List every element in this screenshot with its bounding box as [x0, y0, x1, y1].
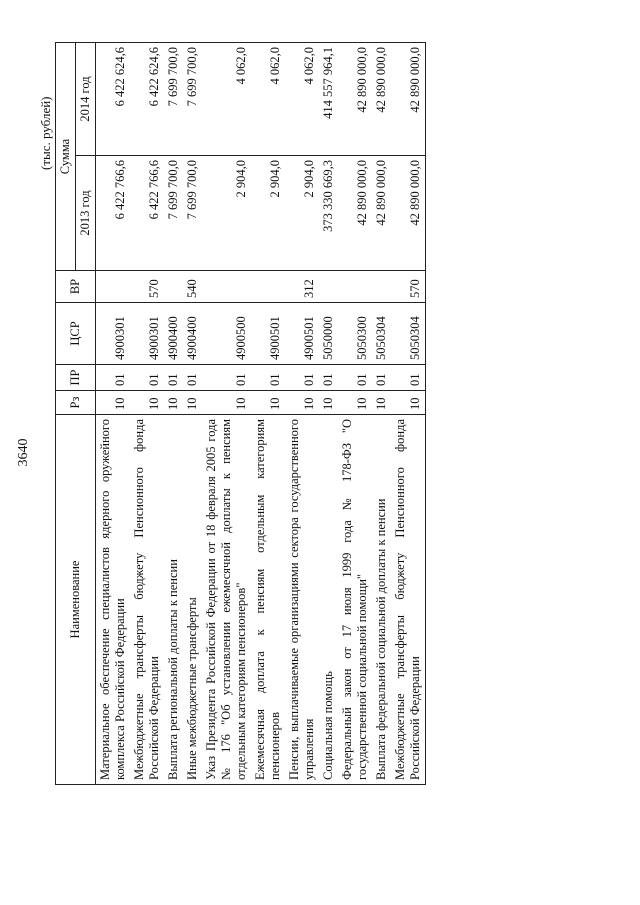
cell-vr [164, 271, 183, 303]
cell-2013: 7 699 700,0 [183, 156, 202, 271]
cell-rz: 10 [130, 391, 164, 415]
col-header-vr: ВР [56, 271, 96, 303]
cell-pr: 01 [338, 365, 372, 391]
col-header-2014: 2014 год [76, 43, 96, 156]
cell-2014: 4 062,0 [202, 43, 251, 156]
cell-name: Материальное обеспечение специалистов ядерного оружейного комплекса Российской Федерации [96, 415, 131, 785]
cell-rz: 10 [202, 391, 251, 415]
page-number: 3640 [16, 438, 31, 467]
cell-2013: 42 890 000,0 [338, 156, 372, 271]
cell-name: Межбюджетные трансферты бюджету Пенсионного фонда Российской Федерации [391, 415, 426, 785]
cell-2013: 7 699 700,0 [164, 156, 183, 271]
cell-rz: 10 [96, 391, 131, 415]
header-row [56, 43, 76, 785]
cell-2013: 42 890 000,0 [391, 156, 426, 271]
table-row [338, 43, 372, 785]
col-header-pr: ПР [56, 365, 96, 391]
cell-pr: 01 [202, 365, 251, 391]
cell-2014: 7 699 700,0 [183, 43, 202, 156]
table-row [251, 43, 285, 785]
table-row [202, 43, 251, 785]
table-row [285, 43, 319, 785]
cell-2014: 4 062,0 [251, 43, 285, 156]
cell-pr: 01 [285, 365, 319, 391]
col-header-csr: ЦСР [56, 303, 96, 365]
cell-csr: 5050304 [372, 303, 391, 365]
cell-pr: 01 [372, 365, 391, 391]
cell-vr: 570 [391, 271, 426, 303]
cell-name: Межбюджетные трансферты бюджету Пенсионного фонда Российской Федерации [130, 415, 164, 785]
cell-csr: 4900400 [183, 303, 202, 365]
table-row [391, 43, 426, 785]
cell-pr: 01 [319, 365, 338, 391]
cell-rz: 10 [319, 391, 338, 415]
cell-rz: 10 [285, 391, 319, 415]
cell-2014: 4 062,0 [285, 43, 319, 156]
cell-vr: 540 [183, 271, 202, 303]
cell-pr: 01 [251, 365, 285, 391]
cell-rz: 10 [164, 391, 183, 415]
cell-vr [251, 271, 285, 303]
cell-pr: 01 [183, 365, 202, 391]
cell-rz: 10 [251, 391, 285, 415]
units-label: (тыс. рублей) [38, 96, 53, 170]
cell-name: Выплата региональной доплаты к пенсии [164, 415, 183, 785]
cell-2013: 2 904,0 [285, 156, 319, 271]
cell-name: Указ Президента Российской Федерации от 18 февраля 2005 года № 176 "Об установлении ежемесячной доплаты к пенсиям отдельным категориям пенсионеров" [202, 415, 251, 785]
cell-rz: 10 [338, 391, 372, 415]
cell-2014: 42 890 000,0 [372, 43, 391, 156]
cell-pr: 01 [164, 365, 183, 391]
cell-2013: 2 904,0 [202, 156, 251, 271]
cell-csr: 4900301 [96, 303, 131, 365]
cell-pr: 01 [96, 365, 131, 391]
cell-2013: 2 904,0 [251, 156, 285, 271]
cell-vr: 312 [285, 271, 319, 303]
cell-vr [338, 271, 372, 303]
cell-2013: 6 422 766,6 [96, 156, 131, 271]
cell-name: Выплата федеральной социальной доплаты к пенсии [372, 415, 391, 785]
cell-csr: 4900501 [251, 303, 285, 365]
cell-2013: 6 422 766,6 [130, 156, 164, 271]
table-row [164, 43, 183, 785]
cell-2013: 42 890 000,0 [372, 156, 391, 271]
budget-table [55, 42, 426, 785]
cell-pr: 01 [130, 365, 164, 391]
cell-rz: 10 [372, 391, 391, 415]
cell-rz: 10 [183, 391, 202, 415]
cell-2014: 414 557 964,1 [319, 43, 338, 156]
table-row [96, 43, 131, 785]
cell-2014: 7 699 700,0 [164, 43, 183, 156]
cell-2014: 6 422 624,6 [96, 43, 131, 156]
cell-name: Ежемесячная доплата к пенсиям отдельным категориям пенсионеров [251, 415, 285, 785]
table-row [183, 43, 202, 785]
col-header-sum: Сумма [56, 43, 76, 271]
cell-2014: 42 890 000,0 [338, 43, 372, 156]
cell-2014: 42 890 000,0 [391, 43, 426, 156]
cell-name: Федеральный закон от 17 июля 1999 года № 178-ФЗ "О государственной социальной помощи" [338, 415, 372, 785]
cell-vr [202, 271, 251, 303]
cell-2014: 6 422 624,6 [130, 43, 164, 156]
cell-2013: 373 330 669,3 [319, 156, 338, 271]
cell-name: Пенсии, выплачиваемые организациями сектора государственного управления [285, 415, 319, 785]
cell-vr [372, 271, 391, 303]
col-header-name: Наименование [56, 415, 96, 785]
table-row [319, 43, 338, 785]
cell-rz: 10 [391, 391, 426, 415]
cell-csr: 4900400 [164, 303, 183, 365]
cell-csr: 5050000 [319, 303, 338, 365]
cell-vr [319, 271, 338, 303]
cell-vr [96, 271, 131, 303]
cell-name: Социальная помощь [319, 415, 338, 785]
table-row [130, 43, 164, 785]
cell-csr: 4900500 [202, 303, 251, 365]
cell-pr: 01 [391, 365, 426, 391]
col-header-rz: Рз [56, 391, 96, 415]
cell-vr: 570 [130, 271, 164, 303]
table-body [96, 43, 426, 785]
col-header-2013: 2013 год [76, 156, 96, 271]
cell-csr: 4900501 [285, 303, 319, 365]
table-row [372, 43, 391, 785]
cell-csr: 4900301 [130, 303, 164, 365]
cell-name: Иные межбюджетные трансферты [183, 415, 202, 785]
cell-csr: 5050300 [338, 303, 372, 365]
cell-csr: 5050304 [391, 303, 426, 365]
